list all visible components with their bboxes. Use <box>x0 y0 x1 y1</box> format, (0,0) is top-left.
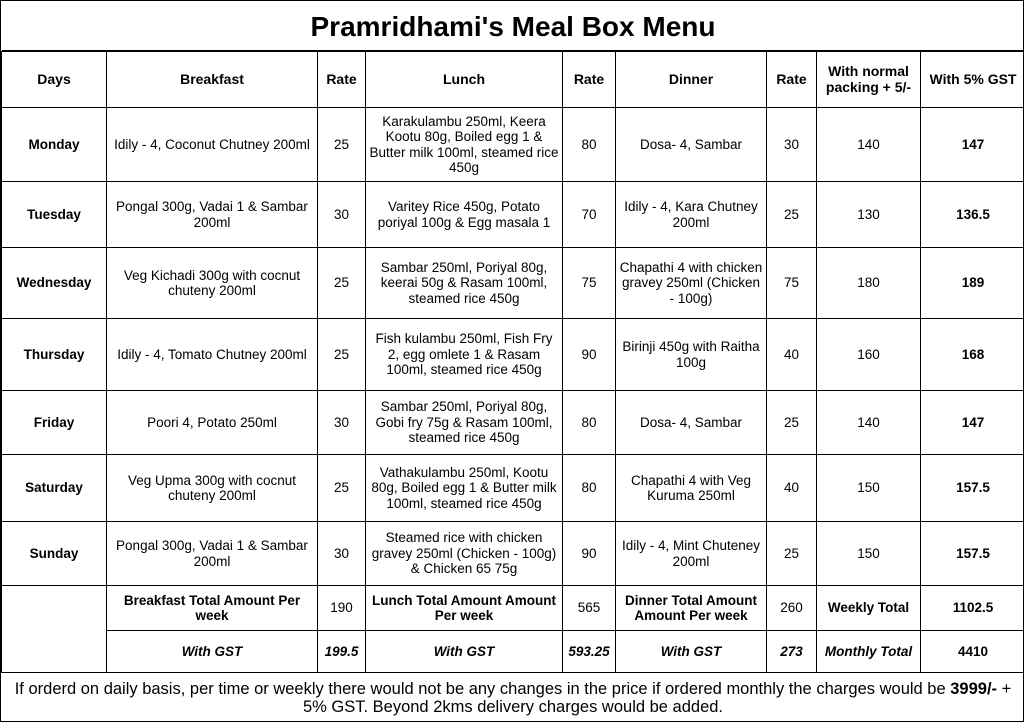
empty-cell <box>2 586 107 673</box>
header-row <box>2 52 1024 108</box>
rate-cell: 25 <box>767 522 817 586</box>
breakfast-total-label: Breakfast Total Amount Per week <box>107 586 318 631</box>
rate-cell: 25 <box>767 391 817 455</box>
gst-cell: 189 <box>921 248 1024 319</box>
rate-cell: 25 <box>318 319 366 391</box>
rate-cell: 90 <box>563 319 616 391</box>
packing-cell: 150 <box>817 455 921 522</box>
packing-cell: 140 <box>817 391 921 455</box>
lunch-gst-value: 593.25 <box>563 631 616 673</box>
footer-note <box>1 672 1024 723</box>
dinner-total-label: Dinner Total Amount Amount Per week <box>616 586 767 631</box>
header-packing: With normal packing + 5/- <box>817 52 921 108</box>
breakfast-cell: Pongal 300g, Vadai 1 & Sambar 200ml <box>107 522 318 586</box>
header-days: Days <box>2 52 107 108</box>
weekly-total-label: Weekly Total <box>817 586 921 631</box>
breakfast-cell: Poori 4, Potato 250ml <box>107 391 318 455</box>
table-row <box>2 248 1024 319</box>
rate-cell: 30 <box>318 522 366 586</box>
header-gst: With 5% GST <box>921 52 1024 108</box>
table-row <box>2 319 1024 391</box>
breakfast-gst-label: With GST <box>107 631 318 673</box>
dinner-gst-value: 273 <box>767 631 817 673</box>
dinner-cell: Dosa- 4, Sambar <box>616 108 767 182</box>
breakfast-cell: Veg Kichadi 300g with cocnut chuteny 200ml <box>107 248 318 319</box>
lunch-cell: Vathakulambu 250ml, Kootu 80g, Boiled egg 1 & Butter milk 100ml, steamed rice 450g <box>366 455 563 522</box>
day-cell: Thursday <box>2 319 107 391</box>
rate-cell: 80 <box>563 108 616 182</box>
lunch-cell: Sambar 250ml, Poriyal 80g, Gobi fry 75g & Rasam 100ml, steamed rice 450g <box>366 391 563 455</box>
page-title: Pramridhami's Meal Box Menu <box>2 2 1024 51</box>
rate-cell: 25 <box>318 248 366 319</box>
dinner-gst-label: With GST <box>616 631 767 673</box>
table-row <box>2 182 1024 248</box>
gst-cell: 147 <box>921 108 1024 182</box>
rate-cell: 90 <box>563 522 616 586</box>
day-cell: Saturday <box>2 455 107 522</box>
rate-cell: 80 <box>563 455 616 522</box>
footer-text-before: If orderd on daily basis, per time or weekly there would not be any changes in the price if ordered monthly the charges would be <box>15 680 951 698</box>
rate-cell: 25 <box>767 182 817 248</box>
gst-cell: 157.5 <box>921 455 1024 522</box>
breakfast-gst-value: 199.5 <box>318 631 366 673</box>
rate-cell: 40 <box>767 319 817 391</box>
rate-cell: 75 <box>563 248 616 319</box>
lunch-cell: Sambar 250ml, Poriyal 80g, keerai 50g & Rasam 100ml, steamed rice 450g <box>366 248 563 319</box>
breakfast-cell: Idily - 4, Tomato Chutney 200ml <box>107 319 318 391</box>
header-rate: Rate <box>563 52 616 108</box>
table-row <box>2 455 1024 522</box>
packing-cell: 140 <box>817 108 921 182</box>
breakfast-cell: Veg Upma 300g with cocnut chuteny 200ml <box>107 455 318 522</box>
dinner-cell: Chapathi 4 with chicken gravey 250ml (Chicken - 100g) <box>616 248 767 319</box>
monthly-total-value: 4410 <box>921 631 1024 673</box>
lunch-cell: Fish kulambu 250ml, Fish Fry 2, egg omlete 1 & Rasam 100ml, steamed rice 450g <box>366 319 563 391</box>
dinner-cell: Chapathi 4 with Veg Kuruma 250ml <box>616 455 767 522</box>
packing-cell: 180 <box>817 248 921 319</box>
dinner-cell: Dosa- 4, Sambar <box>616 391 767 455</box>
rate-cell: 40 <box>767 455 817 522</box>
rate-cell: 25 <box>318 108 366 182</box>
table-row <box>2 391 1024 455</box>
rate-cell: 70 <box>563 182 616 248</box>
header-breakfast: Breakfast <box>107 52 318 108</box>
breakfast-cell: Pongal 300g, Vadai 1 & Sambar 200ml <box>107 182 318 248</box>
breakfast-total-value: 190 <box>318 586 366 631</box>
rate-cell: 80 <box>563 391 616 455</box>
footer-text-after: + 5% GST. Beyond 2kms delivery charges would be added. <box>303 680 1011 716</box>
gst-cell: 157.5 <box>921 522 1024 586</box>
table-row <box>2 108 1024 182</box>
table-row <box>2 522 1024 586</box>
header-lunch: Lunch <box>366 52 563 108</box>
lunch-cell: Karakulambu 250ml, Keera Kootu 80g, Boiled egg 1 & Butter milk 100ml, steamed rice 450g <box>366 108 563 182</box>
footer-monthly-price: 3999/- <box>950 680 997 698</box>
lunch-cell: Steamed rice with chicken gravey 250ml (Chicken - 100g) & Chicken 65 75g <box>366 522 563 586</box>
header-rate: Rate <box>318 52 366 108</box>
day-cell: Monday <box>2 108 107 182</box>
gst-totals-row <box>2 631 1024 673</box>
rate-cell: 30 <box>318 391 366 455</box>
rate-cell: 30 <box>767 108 817 182</box>
day-cell: Wednesday <box>2 248 107 319</box>
day-cell: Friday <box>2 391 107 455</box>
weekly-total-value: 1102.5 <box>921 586 1024 631</box>
lunch-total-value: 565 <box>563 586 616 631</box>
packing-cell: 130 <box>817 182 921 248</box>
monthly-total-label: Monthly Total <box>817 631 921 673</box>
lunch-cell: Varitey Rice 450g, Potato poriyal 100g & Egg masala 1 <box>366 182 563 248</box>
packing-cell: 150 <box>817 522 921 586</box>
breakfast-cell: Idily - 4, Coconut Chutney 200ml <box>107 108 318 182</box>
gst-cell: 168 <box>921 319 1024 391</box>
day-cell: Sunday <box>2 522 107 586</box>
packing-cell: 160 <box>817 319 921 391</box>
gst-cell: 136.5 <box>921 182 1024 248</box>
menu-table <box>1 51 1024 673</box>
dinner-cell: Idily - 4, Mint Chuteney 200ml <box>616 522 767 586</box>
dinner-total-value: 260 <box>767 586 817 631</box>
lunch-total-label: Lunch Total Amount Amount Per week <box>366 586 563 631</box>
rate-cell: 30 <box>318 182 366 248</box>
rate-cell: 75 <box>767 248 817 319</box>
header-dinner: Dinner <box>616 52 767 108</box>
header-rate: Rate <box>767 52 817 108</box>
day-cell: Tuesday <box>2 182 107 248</box>
rate-cell: 25 <box>318 455 366 522</box>
dinner-cell: Idily - 4, Kara Chutney 200ml <box>616 182 767 248</box>
weekly-totals-row <box>2 586 1024 631</box>
dinner-cell: Birinji 450g with Raitha 100g <box>616 319 767 391</box>
gst-cell: 147 <box>921 391 1024 455</box>
lunch-gst-label: With GST <box>366 631 563 673</box>
